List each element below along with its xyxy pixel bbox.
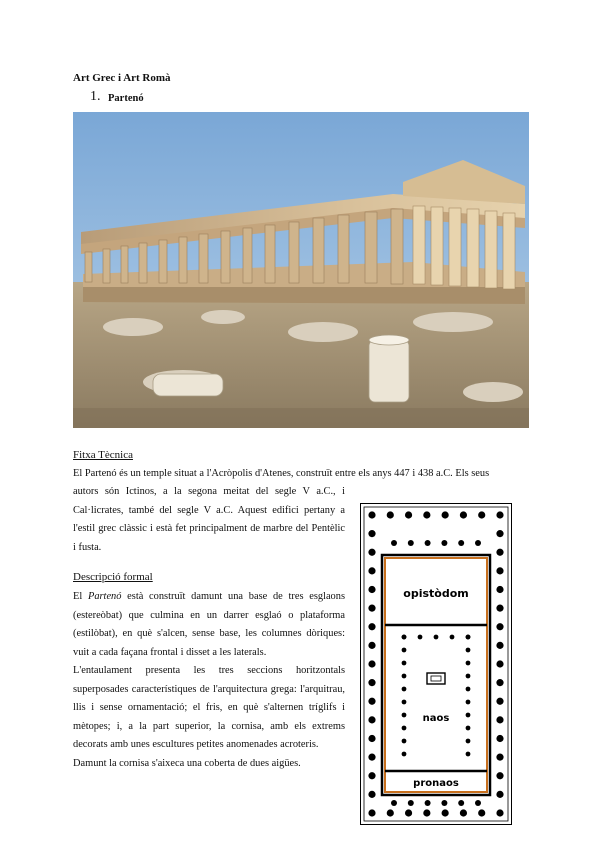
peristyle-column xyxy=(496,567,503,574)
peristyle-column xyxy=(368,716,375,723)
naos-column xyxy=(466,752,471,757)
peristyle-column xyxy=(368,735,375,742)
peristyle-column xyxy=(368,791,375,798)
peristyle-column xyxy=(460,809,467,816)
naos-column xyxy=(434,635,439,640)
descripcio-paragraph-2: L'entaulament presenta les tres seccions horitzontals superposades característiques de l'arquitectura grega: l'arquitrau, llis i sense ornamentació; el fris, en què s'alternen tríglifs i mètopes; i, a la part superior, la cornisa, amb els extrems decorats amb unes escultures petites anomenades acroteris. xyxy=(73,665,345,750)
naos-column xyxy=(402,713,407,718)
descripcio-heading: Descripció formal xyxy=(73,571,153,583)
pronaos-column xyxy=(408,540,414,546)
naos-column xyxy=(450,635,455,640)
section-title: Partenó xyxy=(108,93,144,104)
peristyle-column xyxy=(387,511,394,518)
naos-column xyxy=(402,674,407,679)
naos-column xyxy=(466,648,471,653)
peristyle-column xyxy=(368,567,375,574)
naos-column xyxy=(402,661,407,666)
peristyle-column xyxy=(496,586,503,593)
descripcio-text xyxy=(73,588,345,773)
fitxa-line-1: El Partenó és un temple situat a l'Acròpolis d'Atenes, construït entre els anys 447 i 438 a.C. Els seus xyxy=(73,468,490,479)
peristyle-column xyxy=(368,698,375,705)
parthenon-floor-plan xyxy=(360,503,512,825)
naos-column xyxy=(402,726,407,731)
naos-column xyxy=(402,739,407,744)
peristyle-column xyxy=(423,809,430,816)
document-title: Art Grec i Art Romà xyxy=(73,72,171,84)
naos-column xyxy=(402,648,407,653)
peristyle-column xyxy=(442,511,449,518)
naos-column xyxy=(402,687,407,692)
pronaos-label: pronaos xyxy=(413,778,459,789)
peristyle-column xyxy=(496,549,503,556)
peristyle-column xyxy=(496,772,503,779)
peristyle-column xyxy=(496,511,503,518)
peristyle-column xyxy=(496,716,503,723)
naos-column xyxy=(402,700,407,705)
peristyle-column xyxy=(368,530,375,537)
naos-column xyxy=(466,661,471,666)
peristyle-column xyxy=(478,809,485,816)
naos-column xyxy=(418,635,423,640)
naos-column xyxy=(466,687,471,692)
descripcio-paragraph-1: El Partenó està construït damunt una base de tres esglaons (estereòbat) que culmina en un darrer esglaó o plataforma (estilòbat), en què s'alcen, sense base, les columnes dòriques: vuit a cada façana frontal i disset a les laterals. xyxy=(73,591,345,658)
peristyle-column xyxy=(496,754,503,761)
naos-column xyxy=(466,713,471,718)
naos-column xyxy=(466,635,471,640)
peristyle-column xyxy=(368,549,375,556)
peristyle-column xyxy=(368,642,375,649)
peristyle-column xyxy=(405,511,412,518)
peristyle-column xyxy=(368,660,375,667)
peristyle-column xyxy=(387,809,394,816)
peristyle-column xyxy=(496,809,503,816)
peristyle-column xyxy=(496,735,503,742)
opisthodom-column xyxy=(408,800,414,806)
opisthodom-column xyxy=(425,800,431,806)
fitxa-heading: Fitxa Tècnica xyxy=(73,449,133,461)
peristyle-column xyxy=(405,809,412,816)
naos-label: naos xyxy=(422,713,450,724)
peristyle-column xyxy=(496,642,503,649)
peristyle-column xyxy=(368,809,375,816)
peristyle-column xyxy=(496,698,503,705)
peristyle-column xyxy=(496,679,503,686)
naos-column xyxy=(466,700,471,705)
opisthodom-column xyxy=(475,800,481,806)
peristyle-column xyxy=(368,623,375,630)
peristyle-column xyxy=(368,754,375,761)
peristyle-column xyxy=(368,679,375,686)
descripcio-paragraph-3: Damunt la cornisa s'aixeca una coberta de dues aigües. xyxy=(73,757,301,769)
naos-column xyxy=(466,726,471,731)
peristyle-column xyxy=(496,660,503,667)
peristyle-column xyxy=(368,772,375,779)
pronaos-column xyxy=(475,540,481,546)
pronaos-column xyxy=(441,540,447,546)
opisthodom-column xyxy=(458,800,464,806)
opisthodom-column xyxy=(441,800,447,806)
peristyle-column xyxy=(423,511,430,518)
peristyle-column xyxy=(496,791,503,798)
peristyle-column xyxy=(496,623,503,630)
peristyle-column xyxy=(496,530,503,537)
peristyle-column xyxy=(368,586,375,593)
peristyle-column xyxy=(368,511,375,518)
pronaos-column xyxy=(458,540,464,546)
opisthodom-column xyxy=(391,800,397,806)
naos-column xyxy=(466,739,471,744)
naos-column xyxy=(402,635,407,640)
naos-column xyxy=(466,674,471,679)
parthenon-photo xyxy=(73,112,529,428)
naos-column xyxy=(402,752,407,757)
peristyle-column xyxy=(496,605,503,612)
fitxa-paragraph: autors són Ictinos, a la segona meitat del segle V a.C., i Cal·licrates, també del segle V a.C. Aquest edifici pertany a l'estil grec clàssic i està fet principalment de marbre del Pentèlic i fusta. xyxy=(73,486,345,553)
peristyle-column xyxy=(442,809,449,816)
pronaos-column xyxy=(425,540,431,546)
peristyle-column xyxy=(460,511,467,518)
section-number: 1. xyxy=(90,89,101,104)
peristyle-column xyxy=(478,511,485,518)
opisthodom-label: opistòdom xyxy=(403,587,469,600)
pronaos-column xyxy=(391,540,397,546)
peristyle-column xyxy=(368,605,375,612)
